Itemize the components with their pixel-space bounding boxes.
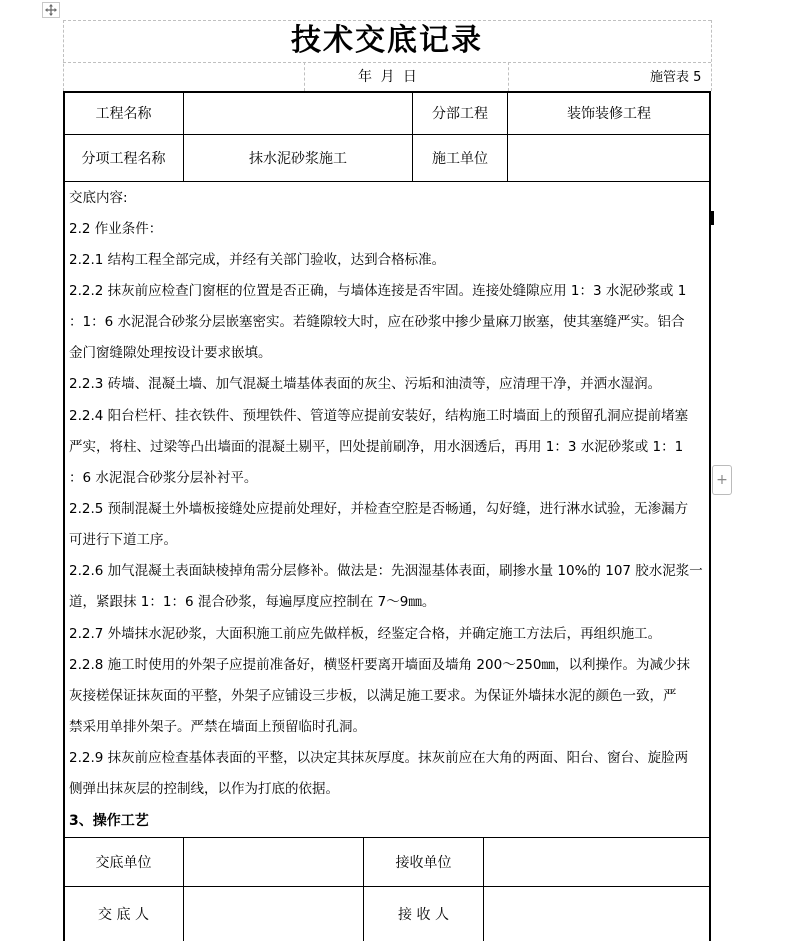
guide-sep2 [508, 62, 509, 91]
content-line: ：6 水泥混合砂浆分层补衬平。 [69, 470, 258, 486]
guide-right [711, 20, 712, 91]
content-line: 2.2.3 砖墙、混凝土墙、加气混凝土墙基体表面的灰尘、污垢和油渍等，应清理干净，并洒水湿润。 [69, 376, 662, 392]
handover-person-label: 交 底 人 [98, 907, 149, 923]
content-line: 2.2.8 施工时使用的外架子应提前准备好，横竖杆要离开墙面及墙角 200～250㎜，以利操作。为减少抹 [69, 657, 690, 673]
date-label: 年 月 日 [358, 69, 419, 85]
cursor-marker [711, 211, 714, 225]
content-line: 禁采用单排外架子。严禁在墙面上预留临时孔洞。 [69, 719, 366, 735]
table-move-handle[interactable] [42, 2, 60, 18]
content-line: 2.2.4 阳台栏杆、挂衣铁件、预埋铁件、管道等应提前安装好，结构施工时墙面上的预留孔洞应提前堵塞 [69, 408, 689, 424]
content-line: 2.2 作业条件： [69, 221, 163, 237]
receiver-unit-label: 接收单位 [395, 855, 452, 871]
handover-person-value[interactable] [184, 887, 363, 941]
handover-unit-value[interactable] [184, 838, 363, 886]
content-line: 2.2.1 结构工程全部完成，并经有关部门验收，达到合格标准。 [69, 252, 446, 268]
section-heading: 3、操作工艺 [69, 813, 149, 829]
add-column-button[interactable] [712, 465, 732, 495]
division-label: 分部工程 [432, 106, 488, 122]
content-line: 2.2.9 抹灰前应检查基体表面的平整，以决定其抹灰厚度。抹灰前应在大角的两面、阳台、窗台、旋脸两 [69, 750, 689, 766]
handover-unit-label: 交底单位 [95, 855, 152, 871]
content-line: 侧弹出抹灰层的控制线，以作为打底的依据。 [69, 781, 339, 797]
plus-icon: + [716, 472, 728, 488]
content-line: 严实，将柱、过梁等凸出墙面的混凝土剔平，凹处提前刷净，用水洇透后，再用 1：3 水泥砂浆或 1：1 [69, 439, 684, 455]
receiver-unit-value[interactable] [484, 838, 710, 886]
content-line: 灰接槎保证抹灰面的平整，外架子应铺设三步板，以满足施工要求。为保证外墙抹水泥的颜色一致，严 [69, 688, 677, 704]
subitem-value[interactable]: 抹水泥砂浆施工 [249, 151, 347, 167]
content-line: 交底内容: [69, 190, 128, 206]
content-line: 金门窗缝隙处理按设计要求嵌填。 [69, 345, 272, 361]
form-number: 施管表 5 [650, 70, 702, 85]
contractor-value[interactable] [508, 135, 710, 181]
subitem-label: 分项工程名称 [81, 151, 166, 167]
project-name-value[interactable] [184, 92, 412, 134]
content-line: 2.2.5 预制混凝土外墙板接缝处应提前处理好，并检查空腔是否畅通，勾好缝，进行淋水试验，无渗漏方 [69, 501, 689, 517]
content-line: 2.2.7 外墙抹水泥砂浆，大面积施工前应先做样板，经鉴定合格，并确定施工方法后，再组织施工。 [69, 626, 662, 642]
content-line: ：1：6 水泥混合砂浆分层嵌塞密实。若缝隙较大时，应在砂浆中掺少量麻刀嵌塞，使其塞缝严实。铝合 [69, 314, 685, 330]
content-line: 2.2.2 抹灰前应检查门窗框的位置是否正确，与墙体连接是否牢固。连接处缝隙应用 1：3 水泥砂浆或 1 [69, 283, 687, 299]
guide-mid [63, 62, 711, 63]
division-value[interactable]: 装饰装修工程 [567, 106, 651, 122]
receiver-person-value[interactable] [484, 887, 710, 941]
guide-sep1 [304, 62, 305, 91]
page-title: 技术交底记录 [291, 23, 483, 58]
content-line: 可进行下道工序。 [69, 532, 177, 548]
content-line: 2.2.6 加气混凝土表面缺棱掉角需分层修补。做法是：先洇湿基体表面，刷掺水量 10%的 107 胶水泥浆一 [69, 563, 703, 579]
receiver-person-label: 接 收 人 [398, 907, 449, 923]
row-line-2 [63, 181, 711, 182]
move-icon [45, 4, 57, 16]
project-name-label: 工程名称 [95, 106, 152, 122]
contractor-label: 施工单位 [432, 151, 488, 167]
content-line: 道，紧跟抹 1：1：6 混合砂浆，每遍厚度应控制在 7～9㎜。 [69, 594, 436, 610]
